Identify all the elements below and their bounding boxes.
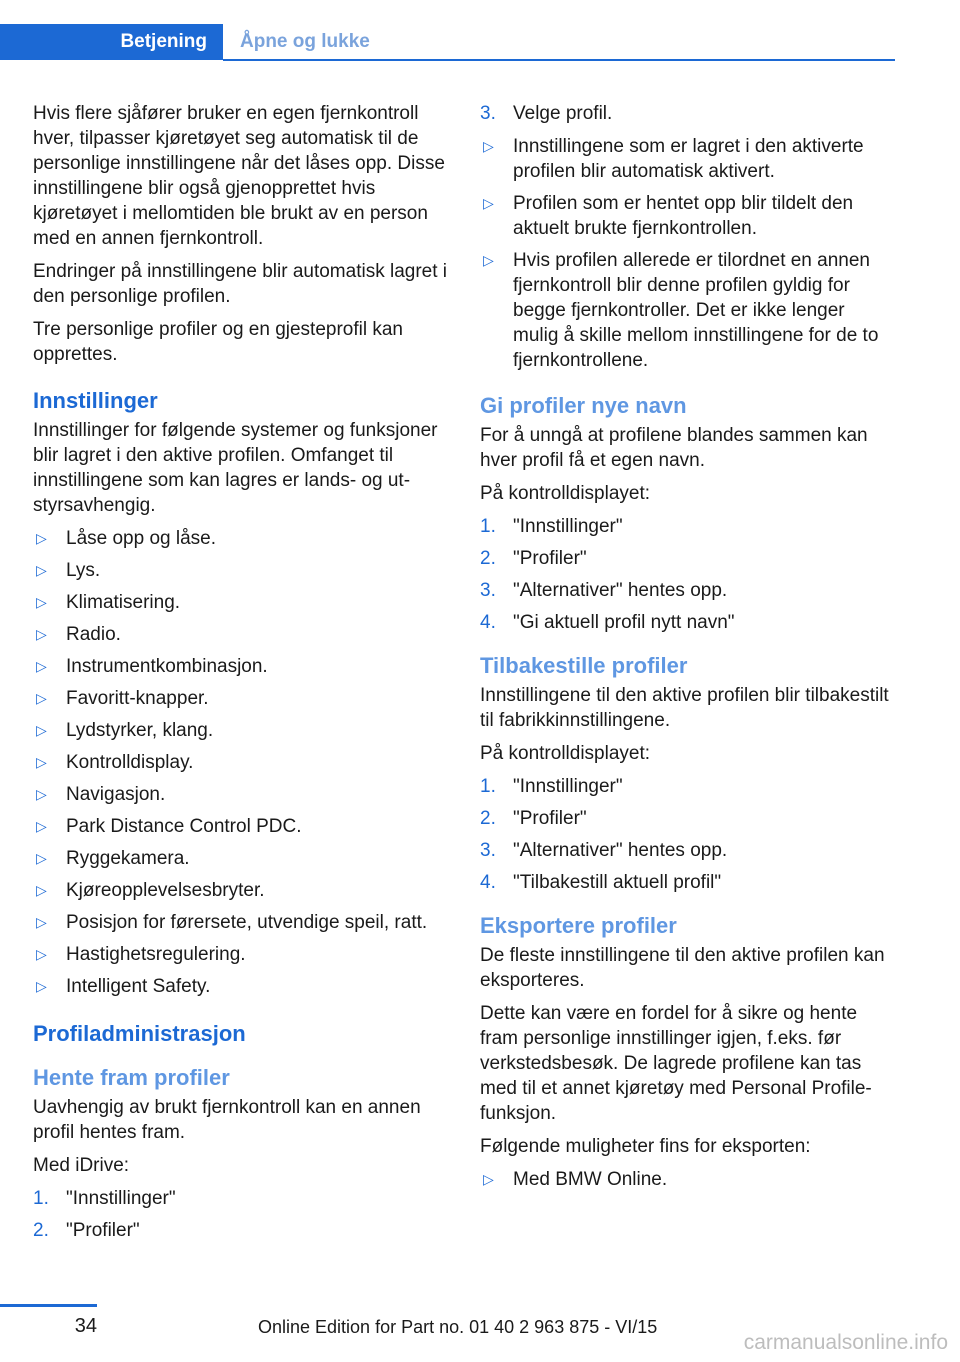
list-item: ▷ Kjøreopplevelsesbryter. — [33, 878, 448, 903]
triangle-right-outline-icon: ▷ — [36, 594, 47, 610]
gi-navn-steps-list — [480, 514, 895, 635]
header-rule — [223, 59, 895, 61]
settings-list — [33, 526, 448, 999]
gi-navn-paragraph: For å unngå at profilene blandes sammen kan hver profil få et egen navn. — [480, 425, 868, 471]
left-column — [33, 101, 448, 1251]
triangle-right-outline-icon: ▷ — [36, 626, 47, 642]
list-item: 3. "Alternativer" hentes opp. — [480, 840, 728, 861]
list-item: 1. "Innstillinger" — [480, 776, 623, 797]
paa-kontrolldisplayet-label: På kontrolldisplayet: — [480, 483, 651, 504]
list-item: ▷ Navigasjon. — [33, 782, 448, 807]
triangle-right-outline-icon: ▷ — [36, 562, 47, 578]
triangle-right-outline-icon: ▷ — [36, 882, 47, 898]
triangle-right-outline-icon: ▷ — [36, 978, 47, 994]
tab-betjening: Betjening — [0, 24, 223, 60]
triangle-right-outline-icon: ▷ — [36, 818, 47, 834]
list-item: 2. "Profiler" — [480, 808, 587, 829]
list-item: ▷ Intelligent Safety. — [33, 974, 448, 999]
triangle-right-outline-icon: ▷ — [36, 754, 47, 770]
right-column — [480, 101, 895, 1200]
list-item: 1. "Innstillinger" — [480, 516, 623, 537]
triangle-right-outline-icon: ▷ — [36, 658, 47, 674]
triangle-right-outline-icon: ▷ — [483, 138, 494, 154]
list-item: ▷ Ryggekamera. — [33, 846, 448, 871]
heading-hente-fram-profiler: Hente fram profiler — [33, 1065, 230, 1090]
watermark: carmanualsonline.info — [743, 1331, 948, 1354]
list-item: ▷ Posisjon for førersete, utvendige speil, ratt. — [33, 910, 448, 935]
tilbake-steps-list — [480, 774, 895, 895]
triangle-right-outline-icon: ▷ — [36, 946, 47, 962]
step3-sub-list — [480, 134, 895, 373]
eksport-paragraph-2: Dette kan være en fordel for å sikre og hente fram personlige innstillinger igjen, f.eks. før verkstedsbesøk. De lagrede profilene kan tas med til et annet kjøretøy med Personal Profile-funksjon. — [480, 1003, 872, 1124]
triangle-right-outline-icon: ▷ — [36, 850, 47, 866]
list-item: 2. "Profiler" — [33, 1220, 140, 1241]
list-item: 3. "Alternativer" hentes opp. — [480, 580, 728, 601]
list-item: ▷ Hastighetsregulering. — [33, 942, 448, 967]
triangle-right-outline-icon: ▷ — [483, 252, 494, 268]
list-item: ▷ Låse opp og låse. — [33, 526, 448, 551]
list-item: 4. "Gi aktuell profil nytt navn" — [480, 612, 735, 633]
list-item: ▷ Med BMW Online. — [480, 1167, 895, 1192]
list-item: 1. "Innstillinger" — [33, 1188, 176, 1209]
tab-aapne-og-lukke: Åpne og lukke — [240, 31, 370, 52]
hente-steps-list — [33, 1186, 448, 1243]
list-item: 3. Velge profil. — [480, 103, 613, 124]
list-item: ▷ Hvis profilen allerede er tilordnet en annen fjernkontroll blir denne profilen gyldig for begge fjernkontroller. Det er ikke lenger mulig å skille mellom innstillingene for de to fjernkontrollene. — [480, 248, 895, 373]
list-item: ▷ Favoritt-knapper. — [33, 686, 448, 711]
edition-line: Online Edition for Part no. 01 40 2 963 875 - VI/15 — [258, 1317, 658, 1337]
page-header — [0, 0, 895, 62]
list-item: ▷ Klimatisering. — [33, 590, 448, 615]
med-idrive-label: Med iDrive: — [33, 1155, 130, 1176]
heading-tilbakestille-profiler: Tilbakestille profiler — [480, 653, 688, 678]
triangle-right-outline-icon: ▷ — [36, 530, 47, 546]
heading-innstillinger: Innstillinger — [33, 388, 158, 413]
list-item: ▷ Profilen som er hentet opp blir tildelt den aktuelt brukte fjernkontrollen. — [480, 191, 895, 241]
triangle-right-outline-icon: ▷ — [36, 722, 47, 738]
list-item: ▷ Park Distance Control PDC. — [33, 814, 448, 839]
page-number: 34 — [74, 1315, 97, 1337]
heading-profiladministrasjon: Profiladministrasjon — [33, 1021, 246, 1046]
list-item: ▷ Radio. — [33, 622, 448, 647]
triangle-right-outline-icon: ▷ — [36, 786, 47, 802]
triangle-right-outline-icon: ▷ — [36, 690, 47, 706]
hente-paragraph: Uavhengig av brukt fjernkontroll kan en annen profil hentes fram. — [33, 1097, 421, 1143]
intro-paragraph-3: Tre personlige profiler og en gjesteprofil kan opprettes. — [33, 319, 403, 365]
intro-paragraph-1: Hvis flere sjåfører bruker en egen fjernkontroll hver, tilpasser kjøretøyet seg automatisk til de personlige innstillingene når det låses opp. Disse innstillingene blir også gjenopprettet hvis kjøretøyet i mellomtiden ble brukt av en person med en annen fjernkontroll. — [33, 103, 445, 249]
paa-kontrolldisplayet-label: På kontrolldisplayet: — [480, 743, 651, 764]
tilbake-paragraph: Innstillingene til den aktive profilen blir tilbakestilt til fabrikkinnstillingene. — [480, 685, 889, 731]
list-item: ▷ Lys. — [33, 558, 448, 583]
heading-eksportere-profiler: Eksportere profiler — [480, 913, 677, 938]
eksport-paragraph-3: Følgende muligheter fins for eksporten: — [480, 1136, 811, 1157]
triangle-right-outline-icon: ▷ — [36, 914, 47, 930]
eksport-list — [480, 1167, 895, 1192]
intro-paragraph-2: Endringer på innstillingene blir automatisk lagret i den personlige profilen. — [33, 261, 448, 307]
heading-gi-profiler-nye-navn: Gi profiler nye navn — [480, 393, 687, 418]
list-item: ▷ Kontrolldisplay. — [33, 750, 448, 775]
list-item: ▷ Lydstyrker, klang. — [33, 718, 448, 743]
innstillinger-paragraph: Innstillinger for følgende systemer og funksjoner blir lagret i den aktive profilen. Omfanget til innstillingene som kan lagres er lands- og utstyrsavhengig. — [33, 420, 438, 516]
triangle-right-outline-icon: ▷ — [483, 1171, 494, 1187]
triangle-right-outline-icon: ▷ — [483, 195, 494, 211]
list-item: ▷ Innstillingene som er lagret i den aktiverte profilen blir automatisk aktivert. — [480, 134, 895, 184]
list-item: 2. "Profiler" — [480, 548, 587, 569]
list-item: ▷ Instrumentkombinasjon. — [33, 654, 448, 679]
eksport-paragraph-1: De fleste innstillingene til den aktive profilen kan eksporteres. — [480, 945, 885, 991]
footer-rule — [0, 1304, 97, 1307]
hente-steps-continued — [480, 101, 895, 126]
list-item: 4. "Tilbakestill aktuell profil" — [480, 872, 722, 893]
